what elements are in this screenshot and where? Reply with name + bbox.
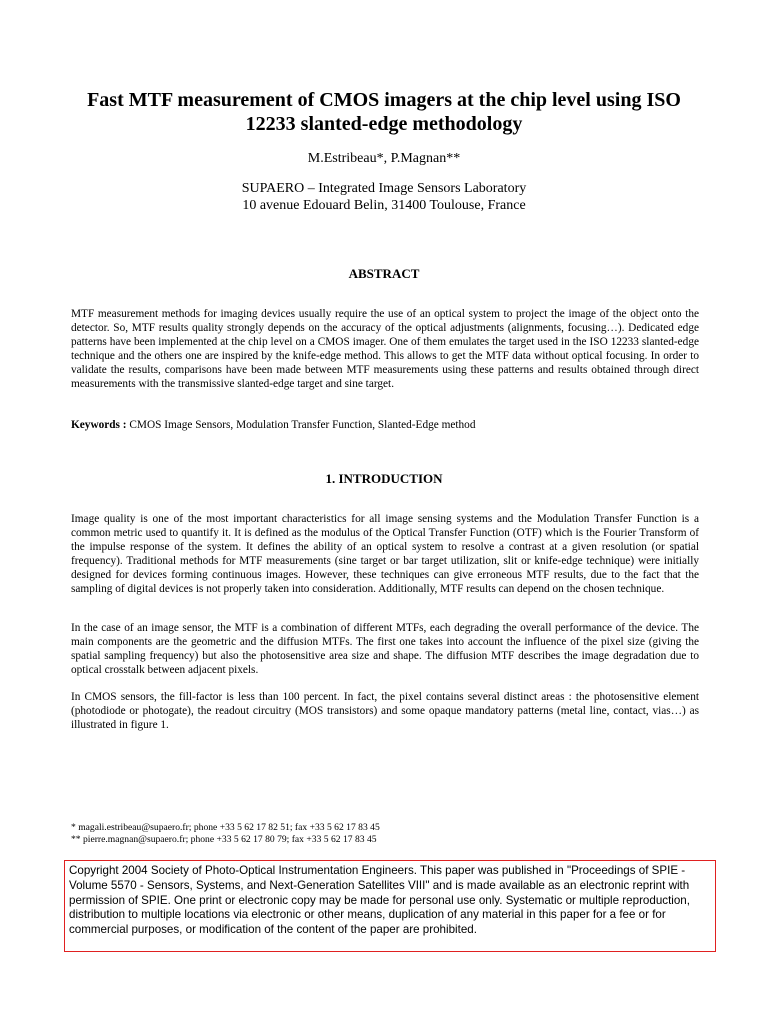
intro-paragraph-2: In the case of an image sensor, the MTF is a combination of different MTFs, each degrading the overall performance of the device. The main components are the geometric and the diffusion MTFs. The first one takes into account the influence of the pixel size (giving the spatial sampling frequency) but also the photosensitive area size and shape. The diffusion MTF describes the image degradation due to optical crosstalk between adjacent pixels. (71, 622, 699, 676)
keywords-label: Keywords : (71, 419, 127, 431)
intro-paragraph-3: In CMOS sensors, the fill-factor is less than 100 percent. In fact, the pixel contains several distinct areas : the photosensitive element (photodiode or photogate), the readout circuitry (MOS transistors) and some opaque mandatory patterns (metal line, contact, vias…) as illustrated in figure 1. (71, 691, 699, 731)
paper-affiliation (60, 180, 708, 214)
paper-title: Fast MTF measurement of CMOS imagers at the chip level using ISO 12233 slanted-edge methodology (87, 89, 681, 135)
footnote-2: ** pierre.magnan@supaero.fr; phone +33 5 62 17 80 79; fax +33 5 62 17 83 45 (71, 834, 377, 845)
footnote-1: * magali.estribeau@supaero.fr; phone +33 5 62 17 82 51; fax +33 5 62 17 83 45 (71, 822, 380, 833)
introduction-heading: 1. INTRODUCTION (325, 471, 443, 486)
intro-paragraph-1: Image quality is one of the most important characteristics for all image sensing systems and the Modulation Transfer Function is a common metric used to quantify it. It is defined as the modulus of the Optical Transfer Function (OTF) which is the Fourier Transform of the impulse response of the system. It defines the ability of an optical system to resolve a contrast at a given resolution (or spatial frequency). Traditional methods for MTF measurements (sine target or bar target utilization, slit or knife-edge technique) were initially designed for devices forming continuous images. However, these techniques can give erroneous MTF results, due to the fact that the sampling of digital devices is not properly taken into consideration. Additionally, MTF results can depend on the chosen technique. (71, 513, 699, 595)
copyright-notice-box: Copyright 2004 Society of Photo-Optical Instrumentation Engineers. This paper was published in "Proceedings of SPIE - Volume 5570 - Sensors, Systems, and Next-Generation Satellites VIII" and is made available as an electronic reprint with permission of SPIE. One print or electronic copy may be made for personal use only. Systematic or multiple reproduction, distribution to multiple locations via electronic or other means, duplication of any material in this paper for a fee or for commercial purposes, or modification of the content of the paper are prohibited. (64, 860, 716, 952)
abstract-heading: ABSTRACT (348, 266, 420, 281)
keywords-line (71, 418, 699, 432)
paper-authors: M.Estribeau*, P.Magnan** (307, 151, 461, 166)
footnotes (71, 822, 699, 846)
affiliation-line-2: 10 avenue Edouard Belin, 31400 Toulouse, France (242, 198, 526, 213)
abstract-text: MTF measurement methods for imaging devices usually require the use of an optical system to project the image of the object onto the detector. So, MTF results quality strongly depends on the accuracy of the optical adjustments (alignments, focusing…). Dedicated edge patterns have been implemented at the chip level on a CMOS imager. One of them emulates the target used in the ISO 12233 slanted-edge technique and the others one are inspired by the knife-edge method. This allows to get the MTF data without optical focusing. In order to validate the results, comparisons have been made between MTF measurements using these patterns and results obtained through direct measurements with the transmissive slanted-edge target and sine target. (71, 308, 699, 390)
keywords-text: CMOS Image Sensors, Modulation Transfer Function, Slanted-Edge method (126, 419, 476, 431)
affiliation-line-1: SUPAERO – Integrated Image Sensors Laboratory (241, 181, 527, 196)
